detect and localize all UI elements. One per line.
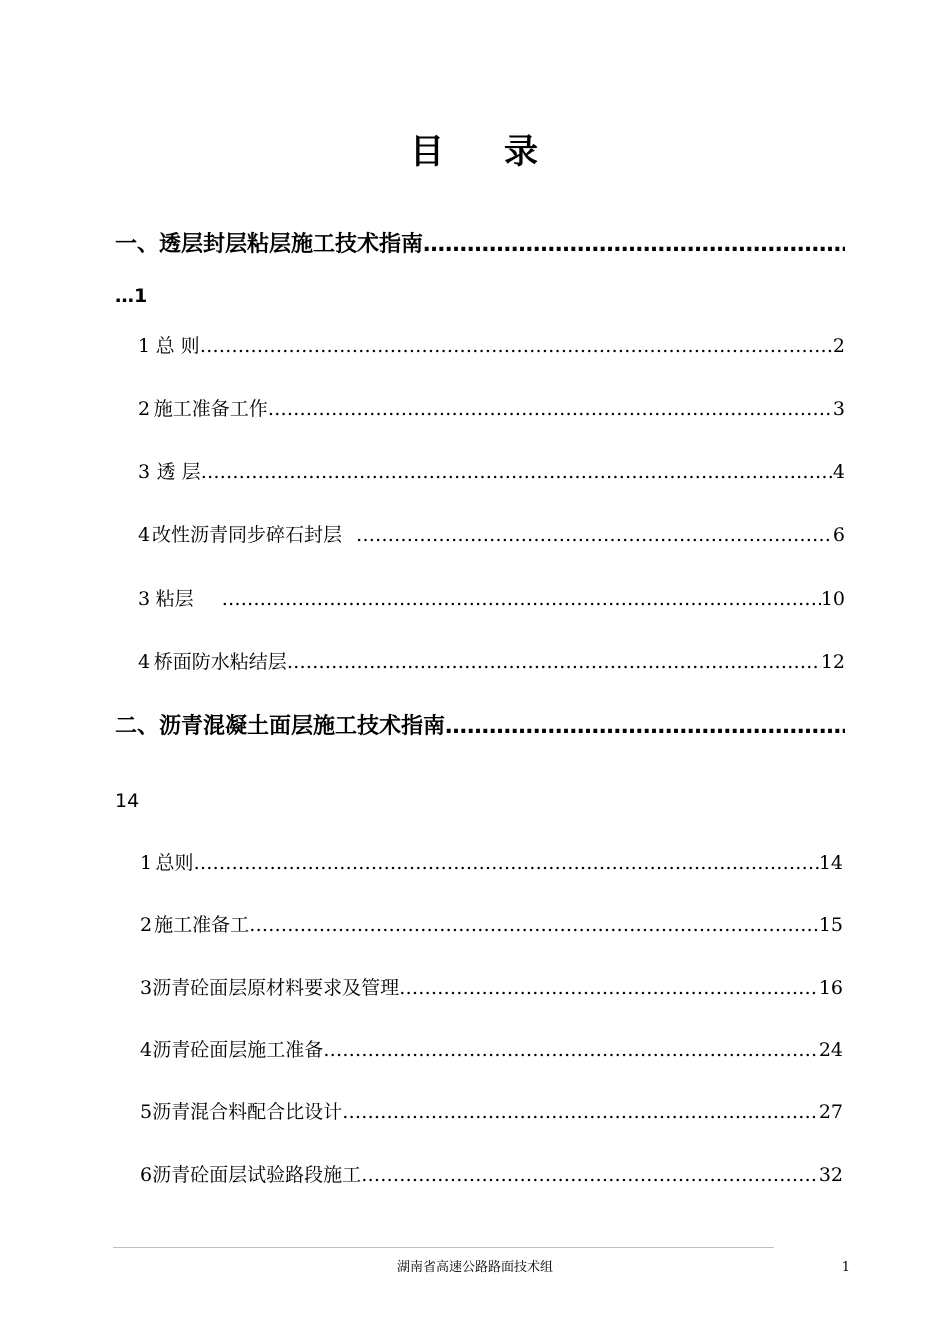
toc-entry-page: 12 xyxy=(820,651,845,673)
toc-entry-label: 总则 xyxy=(155,852,194,874)
toc-entry-label: 桥面防水粘结层 xyxy=(153,651,287,673)
toc-section-title: 一、透层封层粘层施工技术指南 xyxy=(115,232,424,257)
toc-entry-page: 3 xyxy=(832,398,845,420)
toc-section-title: 二、沥青混凝土面层施工技术指南 xyxy=(115,714,446,739)
toc-section-heading[interactable] xyxy=(115,712,845,742)
footer-page-number: 1 xyxy=(841,1260,850,1275)
toc-leader-dots xyxy=(445,712,845,742)
toc-leader-dots xyxy=(222,585,821,613)
toc-entry[interactable] xyxy=(138,585,845,613)
toc-entry[interactable] xyxy=(138,395,845,423)
toc-entry[interactable] xyxy=(138,521,845,549)
toc-entry[interactable] xyxy=(140,911,843,939)
toc-entry-number: 6 xyxy=(140,1164,153,1186)
toc-entry[interactable] xyxy=(140,849,843,877)
toc-entry-number: 3 xyxy=(138,461,151,483)
toc-entry-page: 24 xyxy=(818,1039,843,1061)
toc-title xyxy=(0,128,950,176)
toc-leader-dots xyxy=(361,1161,819,1189)
toc-entry-label: 施工准备工作 xyxy=(153,398,268,420)
toc-entry-label: 透 层 xyxy=(156,461,201,483)
toc-leader-dots xyxy=(268,395,833,423)
toc-entry-label: 粘层 xyxy=(155,588,194,610)
toc-entry-label: 改性沥青同步碎石封层 xyxy=(152,524,343,546)
toc-entry-number: 4 xyxy=(138,651,151,673)
toc-entry[interactable] xyxy=(138,458,845,486)
toc-entry-label: 沥青混合料配合比设计 xyxy=(152,1101,343,1123)
toc-leader-dots xyxy=(399,974,819,1002)
toc-leader-dots xyxy=(194,849,819,877)
toc-entry-page: 4 xyxy=(832,461,845,483)
toc-leader-dots xyxy=(249,911,819,939)
toc-entry-page: 27 xyxy=(818,1101,843,1123)
toc-entry-page: 16 xyxy=(818,977,843,999)
toc-entry[interactable] xyxy=(140,1161,843,1189)
toc-entry[interactable] xyxy=(138,648,845,676)
toc-title-char-1: 目 xyxy=(410,132,446,172)
toc-entry[interactable] xyxy=(140,1098,843,1126)
toc-entry-number: 1 xyxy=(138,335,151,357)
toc-entry[interactable] xyxy=(140,1036,843,1064)
toc-section-page: 14 xyxy=(115,790,140,812)
toc-entry-number: 1 xyxy=(140,852,153,874)
toc-section-page: …1 xyxy=(115,285,148,307)
toc-entry-number: 2 xyxy=(140,914,153,936)
toc-leader-dots xyxy=(323,1036,819,1064)
toc-entry-label: 总 则 xyxy=(155,335,200,357)
toc-leader-dots xyxy=(356,521,833,549)
toc-title-char-2: 录 xyxy=(504,132,540,172)
toc-entry-number: 3 xyxy=(138,588,151,610)
footer-text: 湖南省高速公路路面技术组 xyxy=(396,1260,553,1275)
toc-entry-page: 32 xyxy=(818,1164,843,1186)
toc-entry-label: 沥青砼面层施工准备 xyxy=(152,1039,324,1061)
toc-entry-label: 沥青砼面层试验路段施工 xyxy=(152,1164,362,1186)
toc-entry-number: 2 xyxy=(138,398,151,420)
toc-entry-label: 施工准备工 xyxy=(154,914,250,936)
toc-leader-dots xyxy=(201,458,833,486)
toc-entry-number: 4 xyxy=(138,524,151,546)
footer-divider xyxy=(113,1247,774,1248)
toc-section-heading[interactable] xyxy=(115,230,845,260)
toc-entry-number: 5 xyxy=(140,1101,153,1123)
toc-entry-page: 6 xyxy=(832,524,845,546)
toc-entry-label: 沥青砼面层原材料要求及管理 xyxy=(152,977,400,999)
toc-leader-dots xyxy=(287,648,821,676)
toc-entry-page: 2 xyxy=(832,335,845,357)
toc-entry-page: 15 xyxy=(818,914,843,936)
toc-entry-page: 10 xyxy=(820,588,845,610)
toc-leader-dots xyxy=(200,332,833,360)
toc-entry[interactable] xyxy=(138,332,845,360)
toc-entry-page: 14 xyxy=(818,852,843,874)
toc-entry[interactable] xyxy=(140,974,843,1002)
toc-leader-dots xyxy=(423,230,845,260)
toc-entry-number: 3 xyxy=(140,977,153,999)
toc-leader-dots xyxy=(342,1098,819,1126)
toc-entry-number: 4 xyxy=(140,1039,153,1061)
